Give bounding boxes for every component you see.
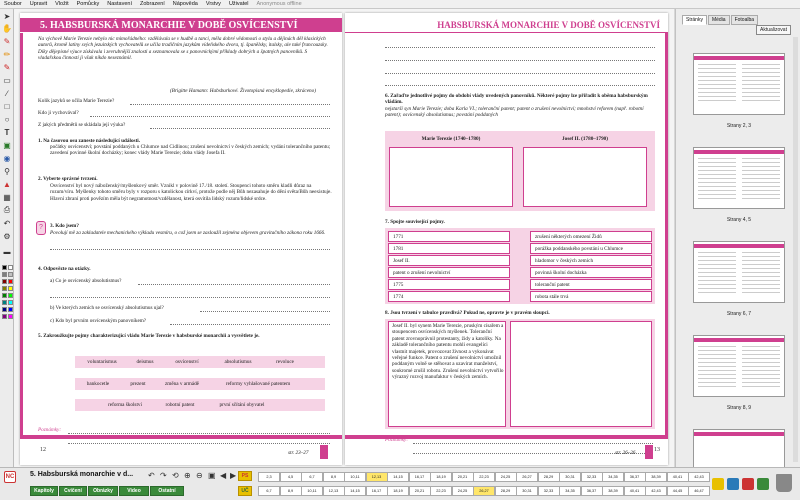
page-reference: str. 23–27 [288,450,309,456]
match-right-label: robota stále trvá [535,294,569,300]
thumb-label: Strany 6, 7 [726,311,752,317]
bottom-bar [0,467,800,500]
match-right-cell[interactable] [530,243,652,254]
answer-line[interactable] [50,249,330,250]
color-swatch[interactable] [8,293,13,298]
record-icon[interactable] [742,478,754,490]
menu-item: Anonymous offline [256,1,302,7]
document-viewer [14,9,674,467]
page-nav-cell[interactable]: 20,21 [409,486,431,496]
page-nav-cell[interactable]: 38,39 [645,472,667,482]
pen-tool-icon[interactable]: ✎ [3,36,11,46]
nav-video-button[interactable]: Video [119,486,149,496]
task-1-text: počátky osvícenství; povstání poddaných u Chlumce nad Cidlinou; zrušení nevolnictví v českých zemích; vydání tolerančního patentu; zavedení povinné školní docházky; konec vlády Marie Terezie; doba vlády Josefa II. [50,144,331,157]
page-nav-cell[interactable]: 10,11 [344,472,366,482]
undo-icon[interactable]: ↶ [3,218,11,228]
page-nav-cell[interactable]: 6,7 [301,472,323,482]
rectangle-tool-icon[interactable]: □ [4,101,10,111]
match-right-cell[interactable] [530,267,652,278]
panel-tabs [682,15,758,25]
next-page-icon[interactable]: ▶ [230,471,237,480]
line-tool-icon[interactable]: ∕ [6,88,8,98]
match-left-label: 1781 [393,246,404,252]
term-chip[interactable]: revoluce [268,358,302,366]
answer-line[interactable] [90,116,330,117]
nav-other-button[interactable]: Ostatní [150,486,184,496]
thumb-label: Strany 2, 3 [726,123,752,129]
left-page [20,13,342,465]
page-nav-cell[interactable]: 40,41 [667,472,689,482]
page-corner-marker [320,445,328,459]
menu-bar [0,0,800,9]
task-5-heading: 5. Zakroužkujte pojmy charakterizující vládu Marie Terezie v habsburské monarchii a vysvětlete je. [38,333,260,339]
page-nav-cell[interactable]: 34,35 [559,486,581,496]
page-number: 12 [40,447,46,453]
page-nav-cell[interactable]: 26,27 [516,472,538,482]
page-nav-cell[interactable]: 36,37 [624,472,646,482]
term-chip[interactable]: deismus [130,358,160,366]
page-thumbnail[interactable] [693,429,785,469]
match-right-cell[interactable] [530,255,652,266]
page-nav-cell[interactable]: 28,29 [495,486,517,496]
task-7-heading: 7. Spojte související pojmy. [385,219,445,225]
eraser-icon[interactable]: ▭ [3,75,11,85]
match-left-label: patent o zrušení nevolnictví [393,270,451,276]
page-nav-cell[interactable]: 12,13 [323,486,345,496]
page-nav-cell[interactable]: 24,25 [452,486,474,496]
thumb-label: Strany 4, 5 [726,217,752,223]
color-swatch[interactable] [8,279,13,284]
menu-item[interactable]: Uživatel [228,1,249,7]
term-chip[interactable]: robotní patent [158,401,202,409]
page-nav-cell[interactable]: 42,43 [688,472,710,482]
term-chip[interactable]: změna v armádě [158,380,206,388]
thumb-scrollbar[interactable] [793,37,798,462]
term-chip[interactable]: reformy vyhlašované patentem [212,380,304,388]
page-nav-cell[interactable]: 30,31 [516,486,538,496]
notes-line[interactable] [68,443,330,444]
page-edge-stripe [20,33,23,439]
match-right-label: zrušení některých omezení Židů [535,234,602,240]
match-left-cell[interactable] [388,279,510,290]
page-nav-cell[interactable]: 16,17 [409,472,431,482]
page-nav-cell[interactable]: 16,17 [366,486,388,496]
page-nav-cell[interactable]: 42,43 [645,486,667,496]
nav-chapters-button[interactable]: Kapitoly [30,486,58,496]
notes-line[interactable] [413,443,653,444]
answer-line[interactable] [150,128,330,129]
page-nav-cell[interactable]: 10,11 [301,486,323,496]
term-chip[interactable]: bankocetle [78,380,118,388]
page-nav-cell[interactable]: 24,25 [495,472,517,482]
page-nav-cell[interactable]: 12,13 [366,472,388,482]
menu-item[interactable]: Zobrazení [140,1,165,7]
highlighter-icon[interactable]: ✏ [3,49,11,59]
shape-tool-icon[interactable]: ▲ [3,179,11,189]
task-6-heading: 6. Zařaďte jednotlivé pojmy do období vlády uvedených panovníků. Některé pojmy lze přiřadit k oběma habsburským vládám. [385,93,648,106]
tab-photoalbums[interactable]: Fotoalba [731,15,758,25]
nav-exercises-button[interactable]: Cvičení [59,486,87,496]
match-left-cell[interactable] [388,267,510,278]
hint-icon[interactable]: ? [36,221,46,235]
intro-question: Kolik jazyků se učila Marie Terezie? [38,98,115,104]
page-nav-cell[interactable]: 8,9 [323,472,345,482]
page-edge-stripe [665,33,668,439]
menu-item[interactable]: Upravit [29,1,48,7]
answer-line[interactable] [138,284,330,285]
notes-label: Poznámky: [385,437,409,443]
color-swatch[interactable] [8,300,13,305]
page-nav-cell[interactable]: 2,3 [258,472,280,482]
match-right-cell[interactable] [530,231,652,242]
settings-icon[interactable]: ⚙ [3,231,11,241]
color-swatch[interactable] [8,272,13,277]
page-reference: str. 26–26 [615,450,636,456]
task-3-heading: 3. Kdo jsem? [50,223,79,229]
term-chip[interactable]: prezent [124,380,152,388]
menu-item[interactable]: Vložit [55,1,69,7]
term-chip[interactable]: první sčítání obyvatel [210,401,274,409]
match-left-cell[interactable] [388,243,510,254]
menu-item[interactable]: Soubor [4,1,22,7]
color-swatch[interactable] [8,265,13,270]
answer-box[interactable] [389,147,513,207]
rotate-icon[interactable]: ⟲ [172,471,179,480]
intro-question: Z jakých předmětů se skládala její výuka? [38,122,126,128]
nav-images-button[interactable]: Obrázky [88,486,118,496]
menu-item[interactable]: Pomůcky [76,1,100,7]
answer-line[interactable] [385,73,655,74]
task-2-text: Osvícenství byl nový náboženský/myšlenkový směr. Vznikl v polovině 17./18. století. Stoupenci tohoto směru kladli důraz na rozum/víru. Myšlenky tohoto směru byly v rozporu s katolickou církví, protože podle něj Bůh nezasahuje do dění světa/Bůh neexistuje. Hlavní zbraní proti povězím měla být negramotnost/vzdělanost, která osvítila lidský rozum/lidské srdce. [50,183,332,202]
page-corner-marker [645,445,653,459]
fit-page-icon[interactable]: ▣ [208,471,216,480]
task-1-heading: 1. Na časovou osu zaneste následující události. [38,138,141,144]
arrow-tool-icon[interactable]: ➤ [3,11,11,21]
page-nav-cell[interactable]: 38,39 [602,486,624,496]
answer-line[interactable] [385,47,655,48]
page-nav-cell[interactable]: 32,33 [581,472,603,482]
color-swatch[interactable] [2,286,7,291]
answer-line[interactable] [200,311,330,312]
color-swatch[interactable] [8,286,13,291]
match-right-label: hladomor v českých zemích [535,258,594,264]
answer-box[interactable] [523,147,647,207]
notes-line[interactable] [68,433,330,434]
answer-line[interactable] [170,324,330,325]
menu-item[interactable]: Nápověda [172,1,198,7]
page-nav-cell[interactable]: 28,29 [538,472,560,482]
match-left-cell[interactable] [388,291,510,302]
color-swatch[interactable] [8,307,13,312]
page-thumbnail[interactable] [693,241,785,303]
lesson-title: 5. Habsburská monarchie v d... [30,471,134,478]
notes-label: Poznámky: [38,427,62,433]
intro-source: (Brigitte Hamann: Habsburkové. Životopisná encyklopedie, zkráceno) [170,88,316,94]
match-left-label: 1775 [393,282,404,288]
zoom-out-icon[interactable]: ⊖ [196,471,203,480]
answer-line[interactable] [50,297,330,298]
back-icon[interactable]: ↶ [148,471,155,480]
page-nav-cell[interactable]: 4,5 [280,472,302,482]
page-bottom-stripe [20,435,342,439]
page-nav-cell[interactable]: 36,37 [581,486,603,496]
header-rule [345,32,668,33]
correction-box[interactable] [510,321,652,427]
ellipse-tool-icon[interactable]: ○ [4,114,10,124]
task-4-heading: 4. Odpovězte na otázky. [38,266,91,272]
page-nav-cell[interactable]: 8,9 [280,486,302,496]
right-panel [675,9,800,467]
page-nav-cell[interactable]: 22,23 [430,486,452,496]
page-nav-cell[interactable]: 14,15 [344,486,366,496]
color-swatch[interactable] [2,265,7,270]
match-left-label: Josef II. [393,258,410,264]
refresh-button[interactable]: Aktualizovat [756,25,791,35]
globe-icon[interactable] [727,478,739,490]
answer-line[interactable] [385,85,655,86]
match-left-cell[interactable] [388,255,510,266]
page-thumbnail[interactable] [693,335,785,397]
color-swatch[interactable] [2,307,7,312]
color-swatch[interactable] [2,300,7,305]
page-nav-cell[interactable]: 46,47 [688,486,710,496]
page-nav-cell[interactable]: 18,19 [430,472,452,482]
match-right-cell[interactable] [530,291,652,302]
match-left-label: 1771 [393,234,404,240]
menu-item[interactable]: Nastavení [107,1,133,7]
intro-text: Na výchově Marie Terezie nebylo nic mimořádného: vzdělávala se v hudbě a tanci, měla dobré vědomosti o stylu a dějinách děl klasických autorů, kromě latiny svých jezuitských vychovatelů se učila tradičním jazykům vídeňského dvora, tj. španělsky, italsky, ale také francouzsky. Díky dějepisné výuce získávala i zevrubnější znalosti a seznamovala se s panovnickými příklady dobrých a špatných panovníků. S vladařskou činností ji však nikdo neseznámil. [38,36,328,62]
task-8-heading: 8. Jsou tvrzení v tabulce pravdivá? Pokud ne, opravte je v pravém sloupci. [385,310,550,316]
page-nav-cell[interactable]: 30,31 [559,472,581,482]
term-chip[interactable]: absolutismus [214,358,262,366]
forward-icon[interactable]: ↷ [160,471,167,480]
answer-line[interactable] [385,60,655,61]
task-4-question: b) Ve kterých zemích se osvícenský absolutismus ujal? [50,305,164,311]
hand-tool-icon[interactable]: ✋ [2,23,12,33]
match-right-label: toleranční patent [535,282,570,288]
match-left-label: 1774 [393,294,404,300]
match-right-label: porážka poddanského povstání u Chlumce [535,246,623,252]
task-2-heading: 2. Vyberte správné tvrzení. [38,176,98,182]
task-3-text: Povolují mě za zakladatele mechanického výkladu vesmíru, o což jsem se zasloužil zejména objevem gravitačního zákona roku 1666. [50,230,326,236]
tab-pages[interactable]: Stránky [682,15,707,25]
page-nav-cell[interactable]: 14,15 [387,472,409,482]
page-thumbnail[interactable] [693,147,785,209]
stamp-tool-icon[interactable]: ◉ [3,153,11,163]
zoom-tool-icon[interactable]: ⚲ [4,166,10,176]
line-width-icon[interactable]: ▬ [3,248,11,256]
text-tool-icon[interactable]: T [4,127,10,137]
zoom-in-icon[interactable]: ⊕ [184,471,191,480]
thumb-label: Strany 8, 9 [726,405,752,411]
page-nav-cell[interactable]: 18,19 [387,486,409,496]
color-swatch[interactable] [2,279,7,284]
trash-icon[interactable] [776,474,792,492]
page-nav-cell[interactable]: 22,23 [473,472,495,482]
user-icon[interactable] [712,478,724,490]
color-swatch[interactable] [2,314,7,319]
task-4-question: a) Co je osvícenský absolutismus? [50,278,122,284]
term-chip[interactable]: voluntarismus [78,358,126,366]
page-nav-cell[interactable]: 26,27 [473,486,495,496]
page-nav-cell[interactable]: 40,41 [624,486,646,496]
color-swatch[interactable] [8,314,13,319]
app-logo-icon: NC [4,471,16,483]
task-8-text: Josef II. byl synem Marie Terezie, prusk​ým císařem a stoupencem osvícenských myšlenek. Toleranční patent zrovnoprávnil protestanty, židy a katolíky. Na základě tolerančního patentu mohli evangelíci vlastnit majetek, provozovat živnost a vykonávat veřejné funkce. Patent o zrušení nevolnictví umožnil poddaným volně se stěhovat a uzavírat manželství, soukromé zrušil robotu. Zrušení nevolnictví vytvořilo výrazný rozvoj manufaktur v českých zemích. [392,323,504,381]
answer-line[interactable] [130,104,330,105]
task-6-text: nejstarší syn Marie Terezie; doba Karla VI.; toleranční patent; patent o zrušení nevolnictví; mnohství reforem (např. robotní patent); osvícenský absolutismus; povstání poddaných [385,106,644,119]
term-chip[interactable]: osvícenství [166,358,208,366]
page-nav-cell[interactable]: 34,35 [602,472,624,482]
left-toolbar [0,9,14,467]
page-nav-cell[interactable]: 44,45 [667,486,689,496]
match-right-cell[interactable] [530,279,652,290]
select-area-icon[interactable]: ▦ [3,192,11,202]
page-nav-cell[interactable]: 20,21 [452,472,474,482]
column-header: Marie Terezie (1740–1780) [387,134,515,144]
column-header: Josef II. (1780–1790) [521,134,649,144]
tab-media[interactable]: Média [708,15,730,25]
term-chip[interactable]: reforma školství [100,401,150,409]
page-number: 13 [654,447,660,453]
mode-ps-button[interactable]: PS [238,471,252,481]
menu-item[interactable]: Vrstvy [205,1,221,7]
clipboard-icon[interactable]: ⎙ [3,205,11,214]
page-nav-cell[interactable]: 6,7 [258,486,280,496]
color-swatch[interactable] [2,293,7,298]
match-left-cell[interactable] [388,231,510,242]
page-header-title: HABSBURSKÁ MONARCHIE V DOBĚ OSVÍCENSTVÍ [437,20,660,30]
right-page [345,13,668,465]
mode-uc-button[interactable]: UČ [238,486,252,496]
page-nav-cell[interactable]: 32,33 [538,486,560,496]
page-title: 5. HABSBURSKÁ MONARCHIE V DOBĚ OSVÍCENSTVÍ [20,18,342,32]
match-right-label: povinná školní docházka [535,270,587,276]
task-4-question: c) Kdo byl prvním osvícenským panovníkem? [50,318,147,324]
marker-icon[interactable]: ✎ [3,62,11,72]
intro-question: Kdo ji vychovával? [38,110,79,116]
prev-page-icon[interactable]: ◀ [220,471,227,480]
image-tool-icon[interactable]: ▣ [3,140,11,150]
share-icon[interactable] [757,478,769,490]
page-thumbnail[interactable] [693,53,785,115]
color-swatch[interactable] [2,272,7,277]
